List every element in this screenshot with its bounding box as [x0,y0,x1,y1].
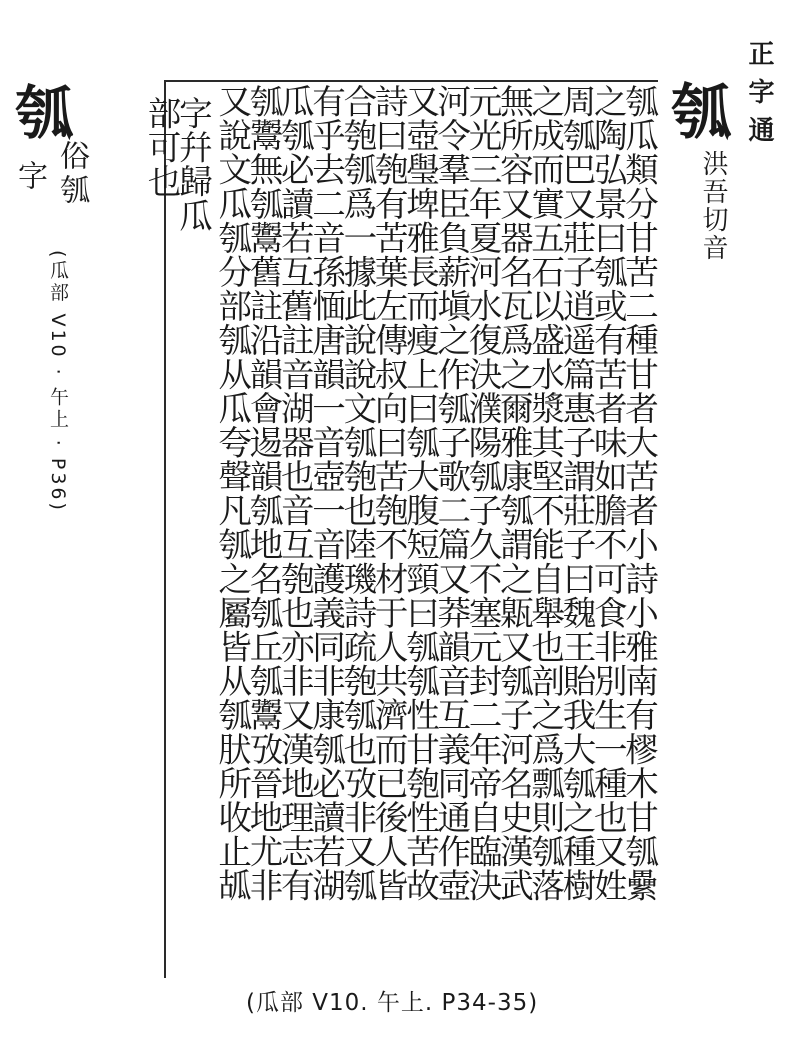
text-column: 有乎去二音孫愐唐韻一音壺一音護義同非康瓠必讀若湖 [306,84,346,903]
book-title: 正字通 [744,40,774,154]
text-column: 合匏瓠爲一據此說說文瓠匏也陸璣詩疏匏瓠也攷非又瓠 [337,84,377,903]
text-column: 部可也 [142,96,182,199]
text-column: 無所容又器名瓦爲之爾雅康瓠謂之甈又瓠子河名史漢武 [494,84,534,903]
side-glyph-label: 字 [12,160,47,190]
handwritten-side-note: (瓜部 V10 · 午上 · P36) [47,250,69,513]
text-column: 周瓠巴又莊子逍遥篇惠子謂莊子曰魏王貽我大瓠之種樹 [556,84,596,903]
text-column: 又壺㼂埤雅長而瘦上曰瓠大腹短頸曰瓠瓠性甘匏性苦故 [400,84,440,903]
text-column: 又說文瓜瓠分部瓠从瓜夸聲凡瓠之屬皆从瓠肰所收止㼋 [212,84,252,903]
handwritten-bottom-note: (瓜部 V10. 午上. P34-35) [246,990,539,1016]
text-column: 字幷歸瓜 [173,96,213,233]
frame-top-rule [164,80,658,82]
text-column: 瓜瓠必讀若互舊註音湖器也音互匏也亦非又漢地理志有 [275,84,315,903]
text-column: 之成而實五石以盛水漿其堅不能自舉也剖之爲瓢則瓠落 [525,84,565,903]
text-column: 詩曰匏有苦葉左傳叔向曰苦匏不材于人共濟而已後人皆 [369,84,409,903]
text-column: 元光三年夏河水復決濮陽瓠子久不塞元封二年帝自臨決 [463,84,503,903]
pronunciation: 洪吾切音 [698,150,728,262]
text-column: 河令羣臣負薪塡之作瓠子歌二篇又莽韻音互義同通作壺 [431,84,471,903]
text-column: 瓠䰞無瓠䰞舊註沿韻會逷韻瓠地名瓠丘瓠䰞攷晉地尤非 [243,84,283,903]
side-variant-note: 俗瓠 [54,140,89,208]
frame-left-rule [164,80,166,978]
headword: 瓠 [661,80,731,140]
side-headword-glyph: 瓠 [5,82,73,140]
text-column: 之陶弘景曰瓠或有苦者味如膽不可食非別生一種也又姓 [588,84,628,903]
text-column: 瓠瓜類分甘苦二種甘者大苦者小詩小雅南有樛木甘瓠纍 [619,84,659,903]
